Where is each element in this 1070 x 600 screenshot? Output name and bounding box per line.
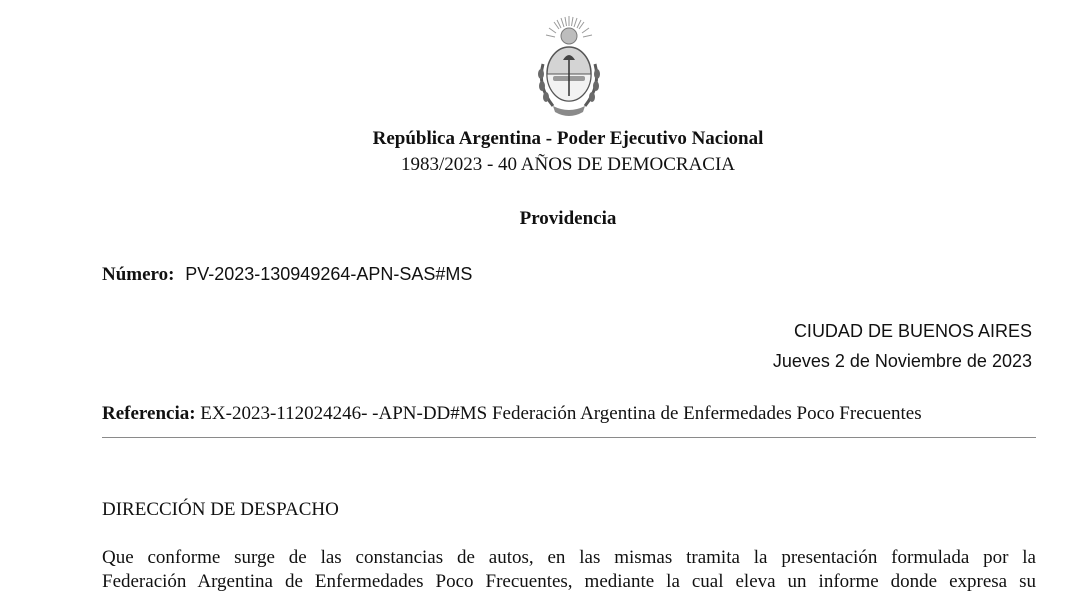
document-number-value: PV-2023-130949264-APN-SAS#MS — [185, 264, 473, 284]
document-place: CIUDAD DE BUENOS AIRES — [793, 321, 1032, 341]
header-title: República Argentina - Poder Ejecutivo Nacional — [372, 128, 764, 149]
reference-label: Referencia: — [102, 403, 196, 424]
body-paragraph — [102, 546, 1036, 594]
horizontal-divider — [102, 437, 1036, 438]
addressee: DIRECCIÓN DE DESPACHO — [102, 499, 339, 520]
coat-of-arms-emblem — [531, 14, 607, 122]
document-type-title: Providencia — [519, 208, 617, 229]
reference — [102, 402, 922, 426]
header-subtitle: 1983/2023 - 40 AÑOS DE DEMOCRACIA — [400, 154, 736, 175]
document-number-label: Número: — [102, 264, 175, 285]
body-line: Que conforme surge de las constancias de autos, en las mismas tramita la presentación formulada por la — [102, 547, 1036, 568]
document-number — [102, 262, 472, 287]
reference-value: EX-2023-112024246- -APN-DD#MS Federación Argentina de Enfermedades Poco Frecuentes — [200, 403, 922, 424]
body-line: Federación Argentina de Enfermedades Poco Frecuentes, mediante la cual eleva un informe donde expresa su — [102, 571, 1036, 592]
document-date: Jueves 2 de Noviembre de 2023 — [772, 351, 1032, 371]
